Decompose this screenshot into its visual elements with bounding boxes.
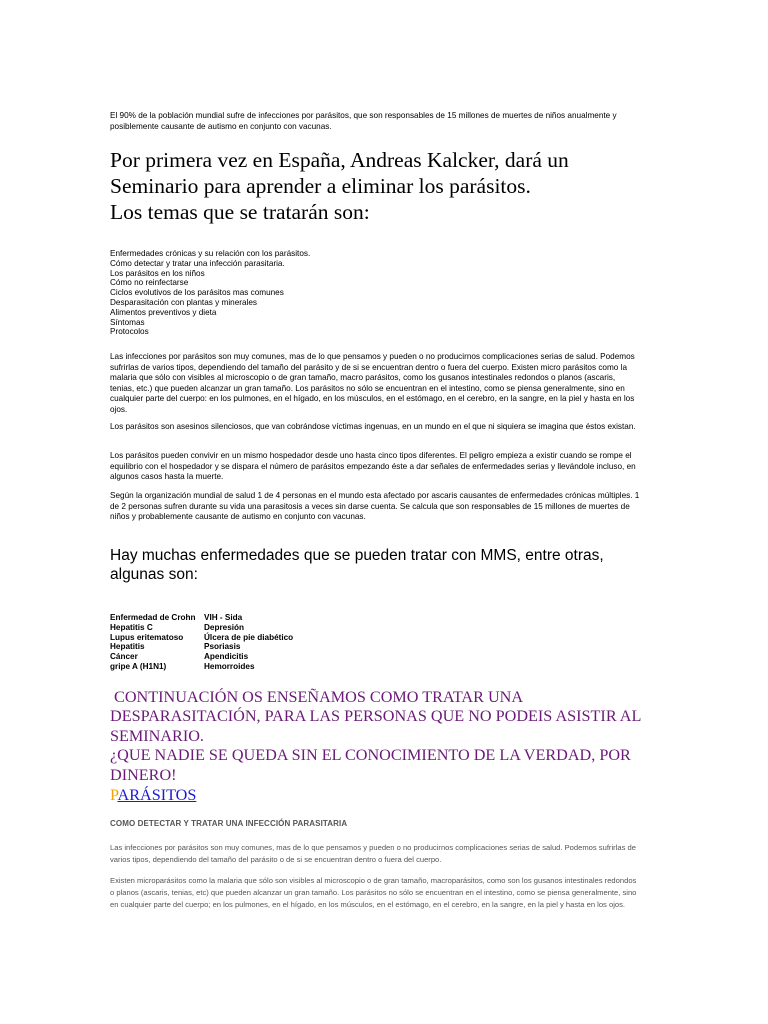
- gray-paragraph-microparasites: Existen microparásitos como la malaria que sólo son visibles al microscopio o de gran tamaño, macroparásitos, como son los gusanos intestinales redondos o planos (ascaris, tenias, etc) que pueden alcanzar un gran tamaño. Los parásitos no sólo se encuentran en el intestino, como se piensa generalmente, sino en cualquier parte del cuerpo; en los pulmones, en el hígado, en los músculos, en el estómago, en el cerebro, en la sangre, en la piel y hasta en los ojos.: [110, 876, 637, 909]
- parasitos-link[interactable]: [110, 785, 196, 805]
- announcement-line-3: SEMINARIO.: [110, 726, 204, 745]
- table-row: [110, 613, 293, 623]
- topic-item: Los parásitos en los niños: [110, 268, 205, 278]
- table-row: [110, 623, 293, 633]
- gray-paragraph-infections: Las infecciones por parásitos son muy comunes, mas de lo que pensamos y pueden o no producirnos complicaciones serias de salud. Podemos sufrirlas de varios tipos, dependiendo del tamaño del parásito o de si se encuentran dentro o fuera del cuerpo.: [110, 843, 636, 864]
- section-title: COMO DETECTAR Y TRATAR UNA INFECCIÓN PARASITARIA: [110, 819, 348, 828]
- announcement-line-5: DINERO!: [110, 765, 177, 784]
- table-row: [110, 652, 293, 662]
- topic-item: Cómo detectar y tratar una infección parasitaria.: [110, 258, 285, 268]
- table-row: [110, 662, 293, 672]
- disease-cell: Apendicitis: [204, 652, 249, 662]
- topics-list: [110, 249, 310, 337]
- disease-cell: Lupus eritematoso: [110, 632, 184, 642]
- body-paragraph-infections: Las infecciones por parásitos son muy comunes, mas de lo que pensamos y pueden o no producirnos complicaciones serias de salud. Podemos sufrirlas de varios tipos, dependiendo del tamaño del parásito y de si se encuentran dentro o fuera del cuerpo. Existen micro parásitos como la malaria que sólo con visibles al microscopio o de gran tamaño, macro parásitos, como los gusanos intestinales redondos o planos (ascaris, tenias, etc.) que pueden alcanzar un gran tamaño. Los parásitos no sólo se encuentran en el intestino, como se piensa generalmente, sino en cualquier parte del cuerpo: en los pulmones, en el hígado, en los músculos, en el estómago, en el cerebro, en la sangre, en la piel y hasta en los ojos.: [110, 352, 635, 414]
- topic-item: Cómo no reinfectarse: [110, 278, 189, 288]
- topic-item: Alimentos preventivos y dieta: [110, 307, 217, 317]
- topic-item: Enfermedades crónicas y su relación con los parásitos.: [110, 249, 311, 258]
- table-row: [110, 642, 293, 652]
- disease-cell: gripe A (H1N1): [110, 661, 167, 671]
- topic-item: Desparasitación con plantas y minerales: [110, 297, 257, 307]
- desparasitacion-announcement: [110, 688, 650, 785]
- headline-line-1: Por primera vez en España, Andreas Kalcker, dará un: [110, 148, 569, 172]
- topic-item: Protocolos: [110, 327, 149, 337]
- announcement-line-2: DESPARASITACIÓN, PARA LAS PERSONAS QUE NO PODEIS ASISTIR AL: [110, 707, 642, 726]
- disease-cell: Cáncer: [110, 652, 138, 662]
- body-paragraph-who: Según la organización mundial de salud 1 de 4 personas en el mundo esta afectado por ascaris causantes de enfermedades crónicas múltiples. 1 de 2 personas sufren durante su vida una parasitosis a veces sin darse cuenta. Se calcula que son responsables de 15 millones de muertes de niños y probablemente causante de autismo en conjunto con vacunas.: [110, 491, 640, 521]
- announcement-line-1: CONTINUACIÓN OS ENSEÑAMOS COMO TRATAR UNA: [110, 688, 524, 706]
- intro-paragraph: El 90% de la población mundial sufre de infecciones por parásitos, que son responsables de 15 millones de muertes de niños anualmente y posiblemente causante de autismo en conjunto con vacunas.: [110, 111, 617, 131]
- disease-cell: Hepatitis: [110, 642, 145, 652]
- disease-cell: Enfermedad de Crohn: [110, 613, 196, 622]
- disease-table: [110, 613, 293, 672]
- seminar-headline: [110, 147, 650, 225]
- disease-cell: Depresión: [204, 622, 245, 632]
- disease-cell: Úlcera de pie diabético: [204, 632, 294, 642]
- mms-heading: Hay muchas enfermedades que se pueden tratar con MMS, entre otras, algunas son:: [110, 547, 604, 583]
- disease-cell: Hepatitis C: [110, 622, 153, 632]
- disease-cell: Psoriasis: [204, 642, 241, 652]
- topic-item: Síntomas: [110, 317, 145, 327]
- disease-cell: VIH - Sida: [204, 613, 243, 622]
- announcement-line-4: ¿QUE NADIE SE QUEDA SIN EL CONOCIMIENTO DE LA VERDAD, POR: [110, 746, 631, 765]
- headline-line-2: Seminario para aprender a eliminar los parásitos.: [110, 174, 531, 198]
- disease-cell: Hemorroides: [204, 661, 255, 671]
- body-paragraph-host: Los parásitos pueden convivir en un mismo hospedador desde uno hasta cinco tipos diferentes. El peligro empieza a existir cuando se rompe el equilibrio con el hospedador y se dispara el número de parásitos empezando éste a dar señales de enfermedades serias y llevándole incluso, en algunos casos hasta la muerte.: [110, 451, 636, 481]
- parasitos-link-text[interactable]: ARÁSITOS: [117, 786, 197, 804]
- headline-line-3: Los temas que se tratarán son:: [110, 200, 370, 224]
- parasitos-link-initial[interactable]: P: [110, 786, 118, 804]
- body-paragraph-silent-killers: Los parásitos son asesinos silenciosos, que van cobrándose víctimas ingenuas, en un mundo en el que ni siquiera se imagina que éstos existan.: [110, 422, 636, 431]
- topic-item: Ciclos evolutivos de los parásitos mas comunes: [110, 288, 284, 298]
- table-row: [110, 633, 293, 643]
